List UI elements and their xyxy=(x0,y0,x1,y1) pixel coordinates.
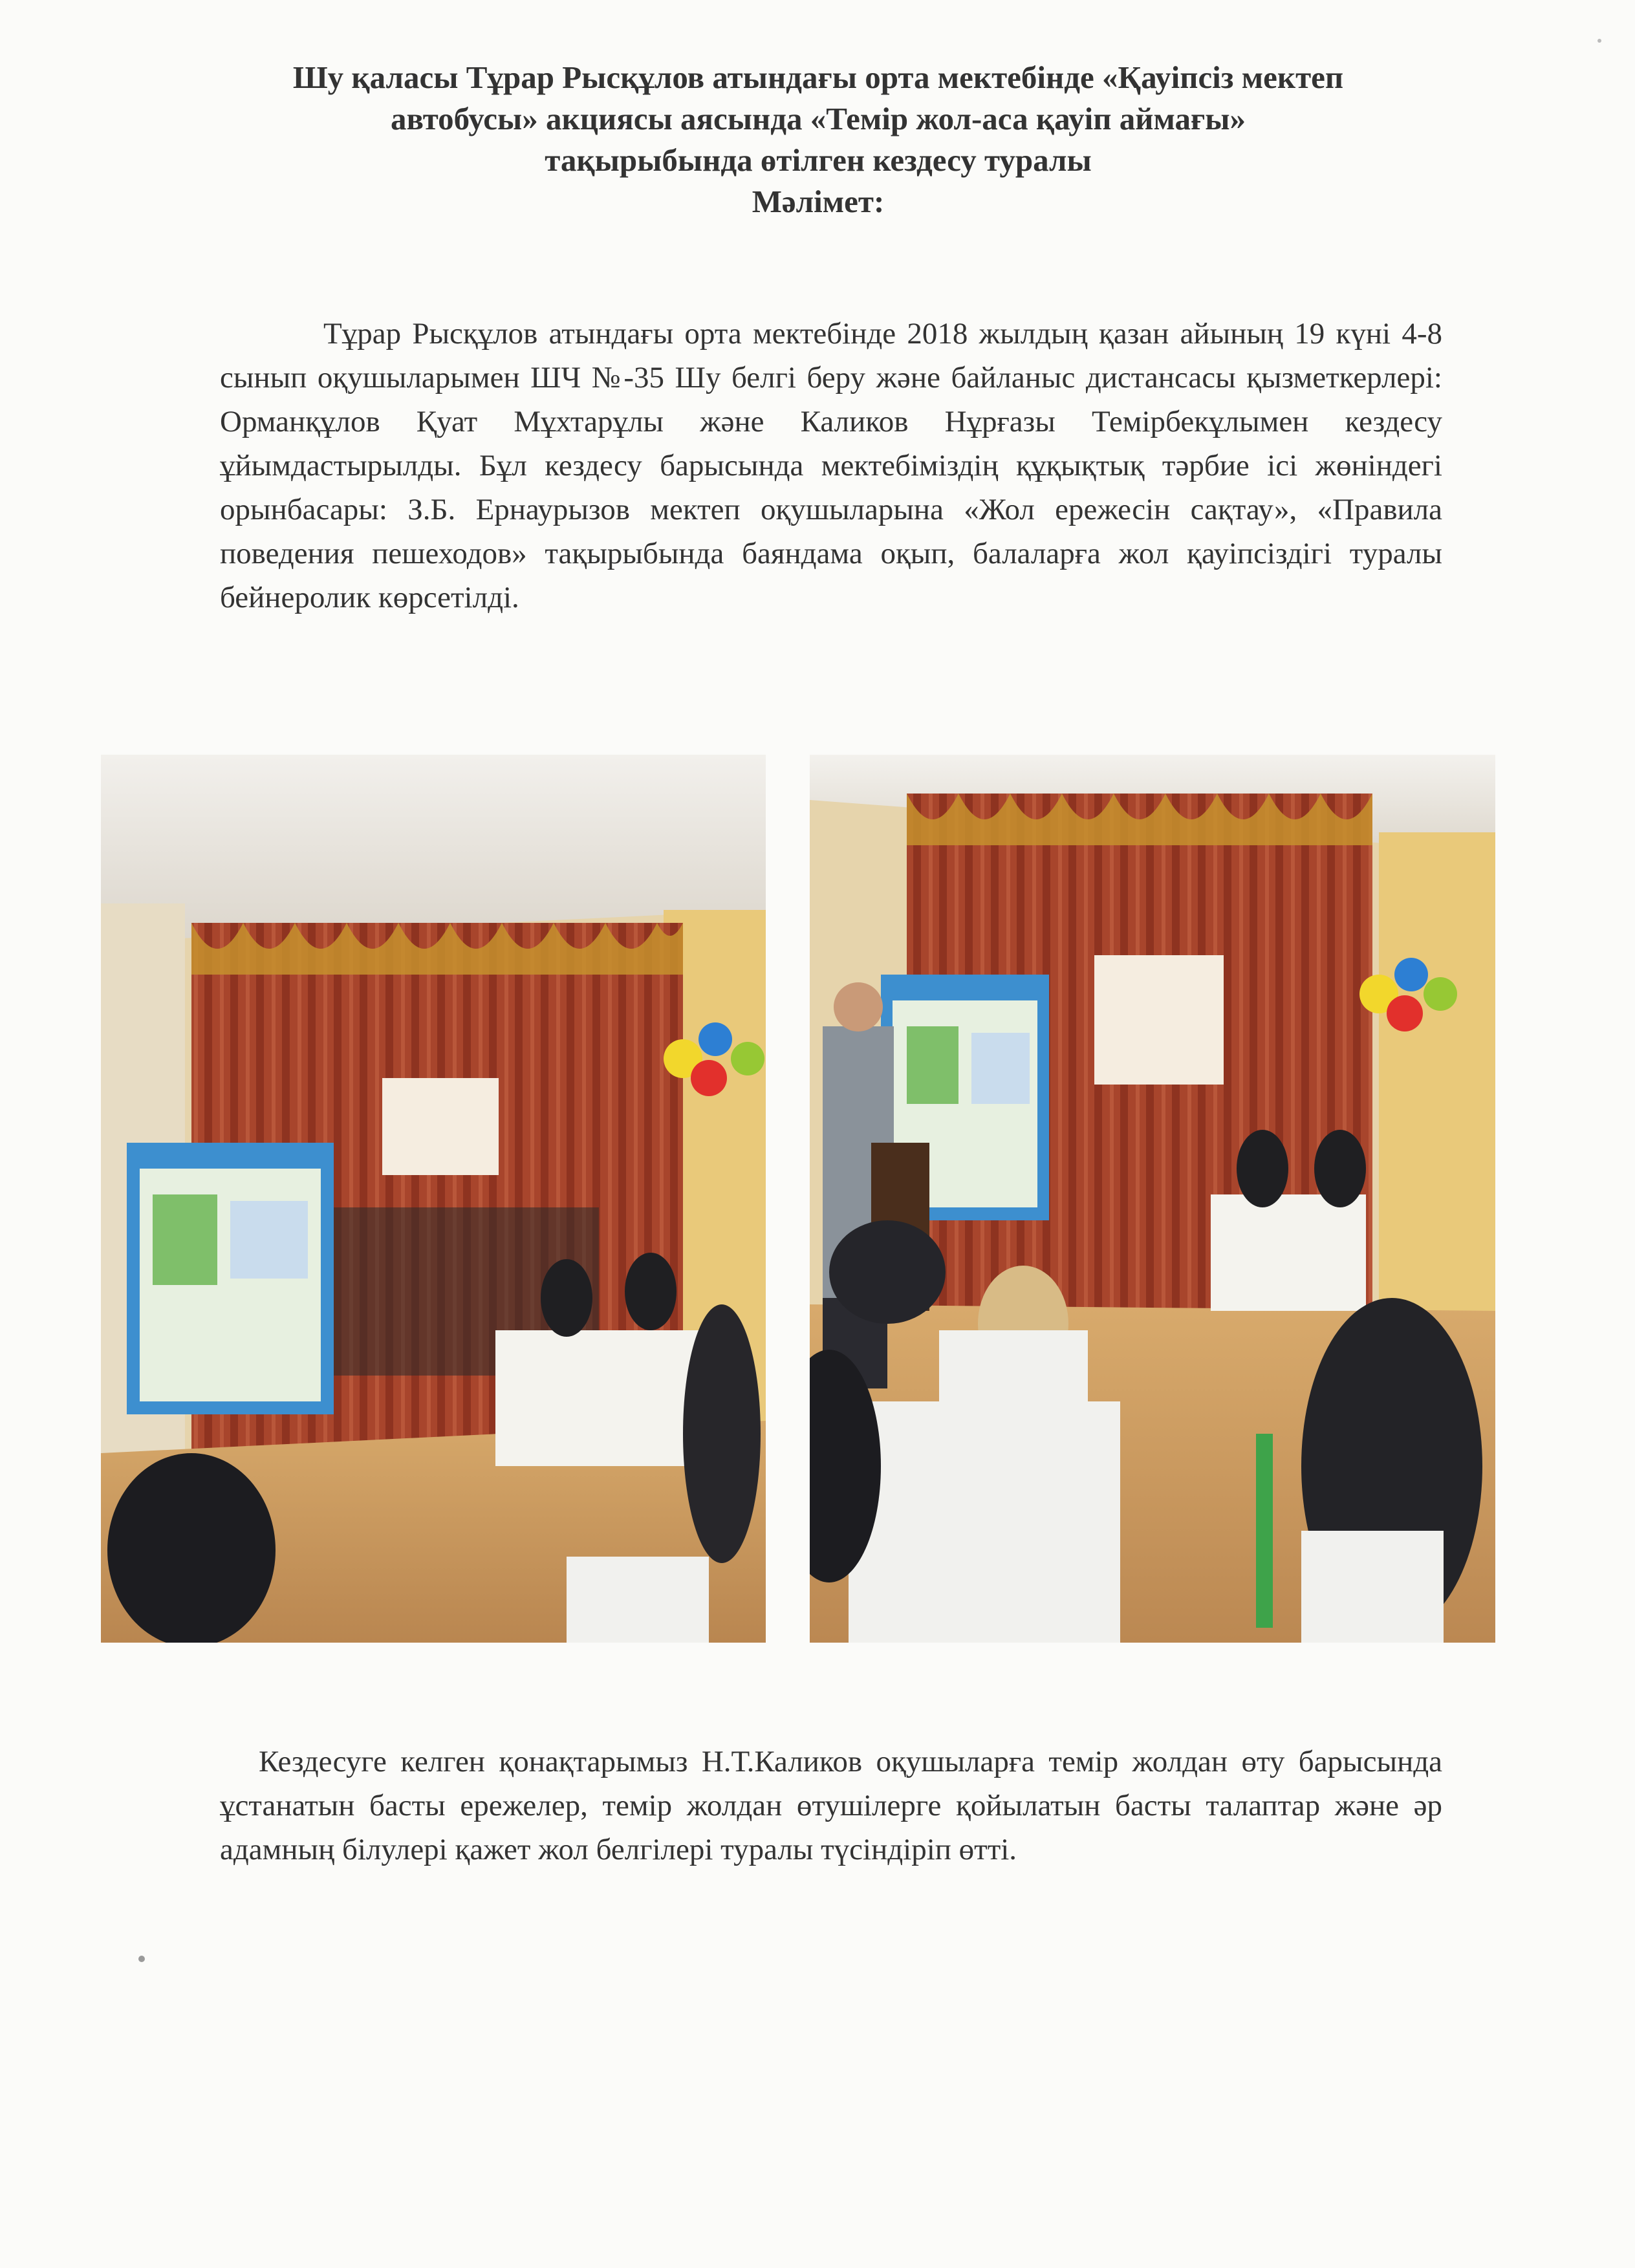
event-photo-1 xyxy=(101,755,766,1643)
title-line-1: Шу қаласы Тұрар Рысқұлов атындағы орта мектебінде «Қауіпсіз мектеп xyxy=(292,59,1344,95)
body-paragraph-1: Тұрар Рысқұлов атындағы орта мектебінде 2018 жылдың қазан айының 19 күні 4-8 сынып оқушыларымен ШЧ №-35 Шу белгі беру және байланыс дистансасы қызметкерлері: Орманқұлов Қуат Мұхтарұлы және Каликов Нұрғазы Темірбекұлымен кездесу ұйымдастырылды. Бұл кездесу барысында мектебіміздің құқықтық тәрбие ісі жөніндегі орынбасары: З.Б. Ернаурызов мектеп оқушыларына «Жол ережесін сақтау», «Правила поведения пешеходов» тақырыбында баяндама оқып, балаларға жол қауіпсіздігі туралы бейнеролик көрсетілді. xyxy=(220,317,1442,614)
event-photo-2 xyxy=(810,755,1495,1643)
photo-assembly-hall-speaker-icon xyxy=(810,755,1495,1643)
photo-assembly-hall-left-icon xyxy=(101,755,766,1643)
body-paragraph-2: Кездесуге келген қонақтарымыз Н.Т.Каликов оқушыларға темір жолдан өту барысында ұстанатын басты ережелер, темір жолдан өтушілерге қойылатын басты талаптар және әр адамның білулері қажет жол белгілері туралы түсіндіріп өтті. xyxy=(220,1745,1442,1866)
title-line-4: Мәлімет: xyxy=(752,184,885,219)
scan-speck xyxy=(138,1956,145,1962)
title-line-2: автобусы» акциясы аясында «Темір жол-аса қауіп аймағы» xyxy=(390,101,1246,136)
document-title xyxy=(194,57,1442,222)
scan-speck xyxy=(1597,39,1601,43)
title-line-3: тақырыбында өтілген кездесу туралы xyxy=(545,142,1092,178)
